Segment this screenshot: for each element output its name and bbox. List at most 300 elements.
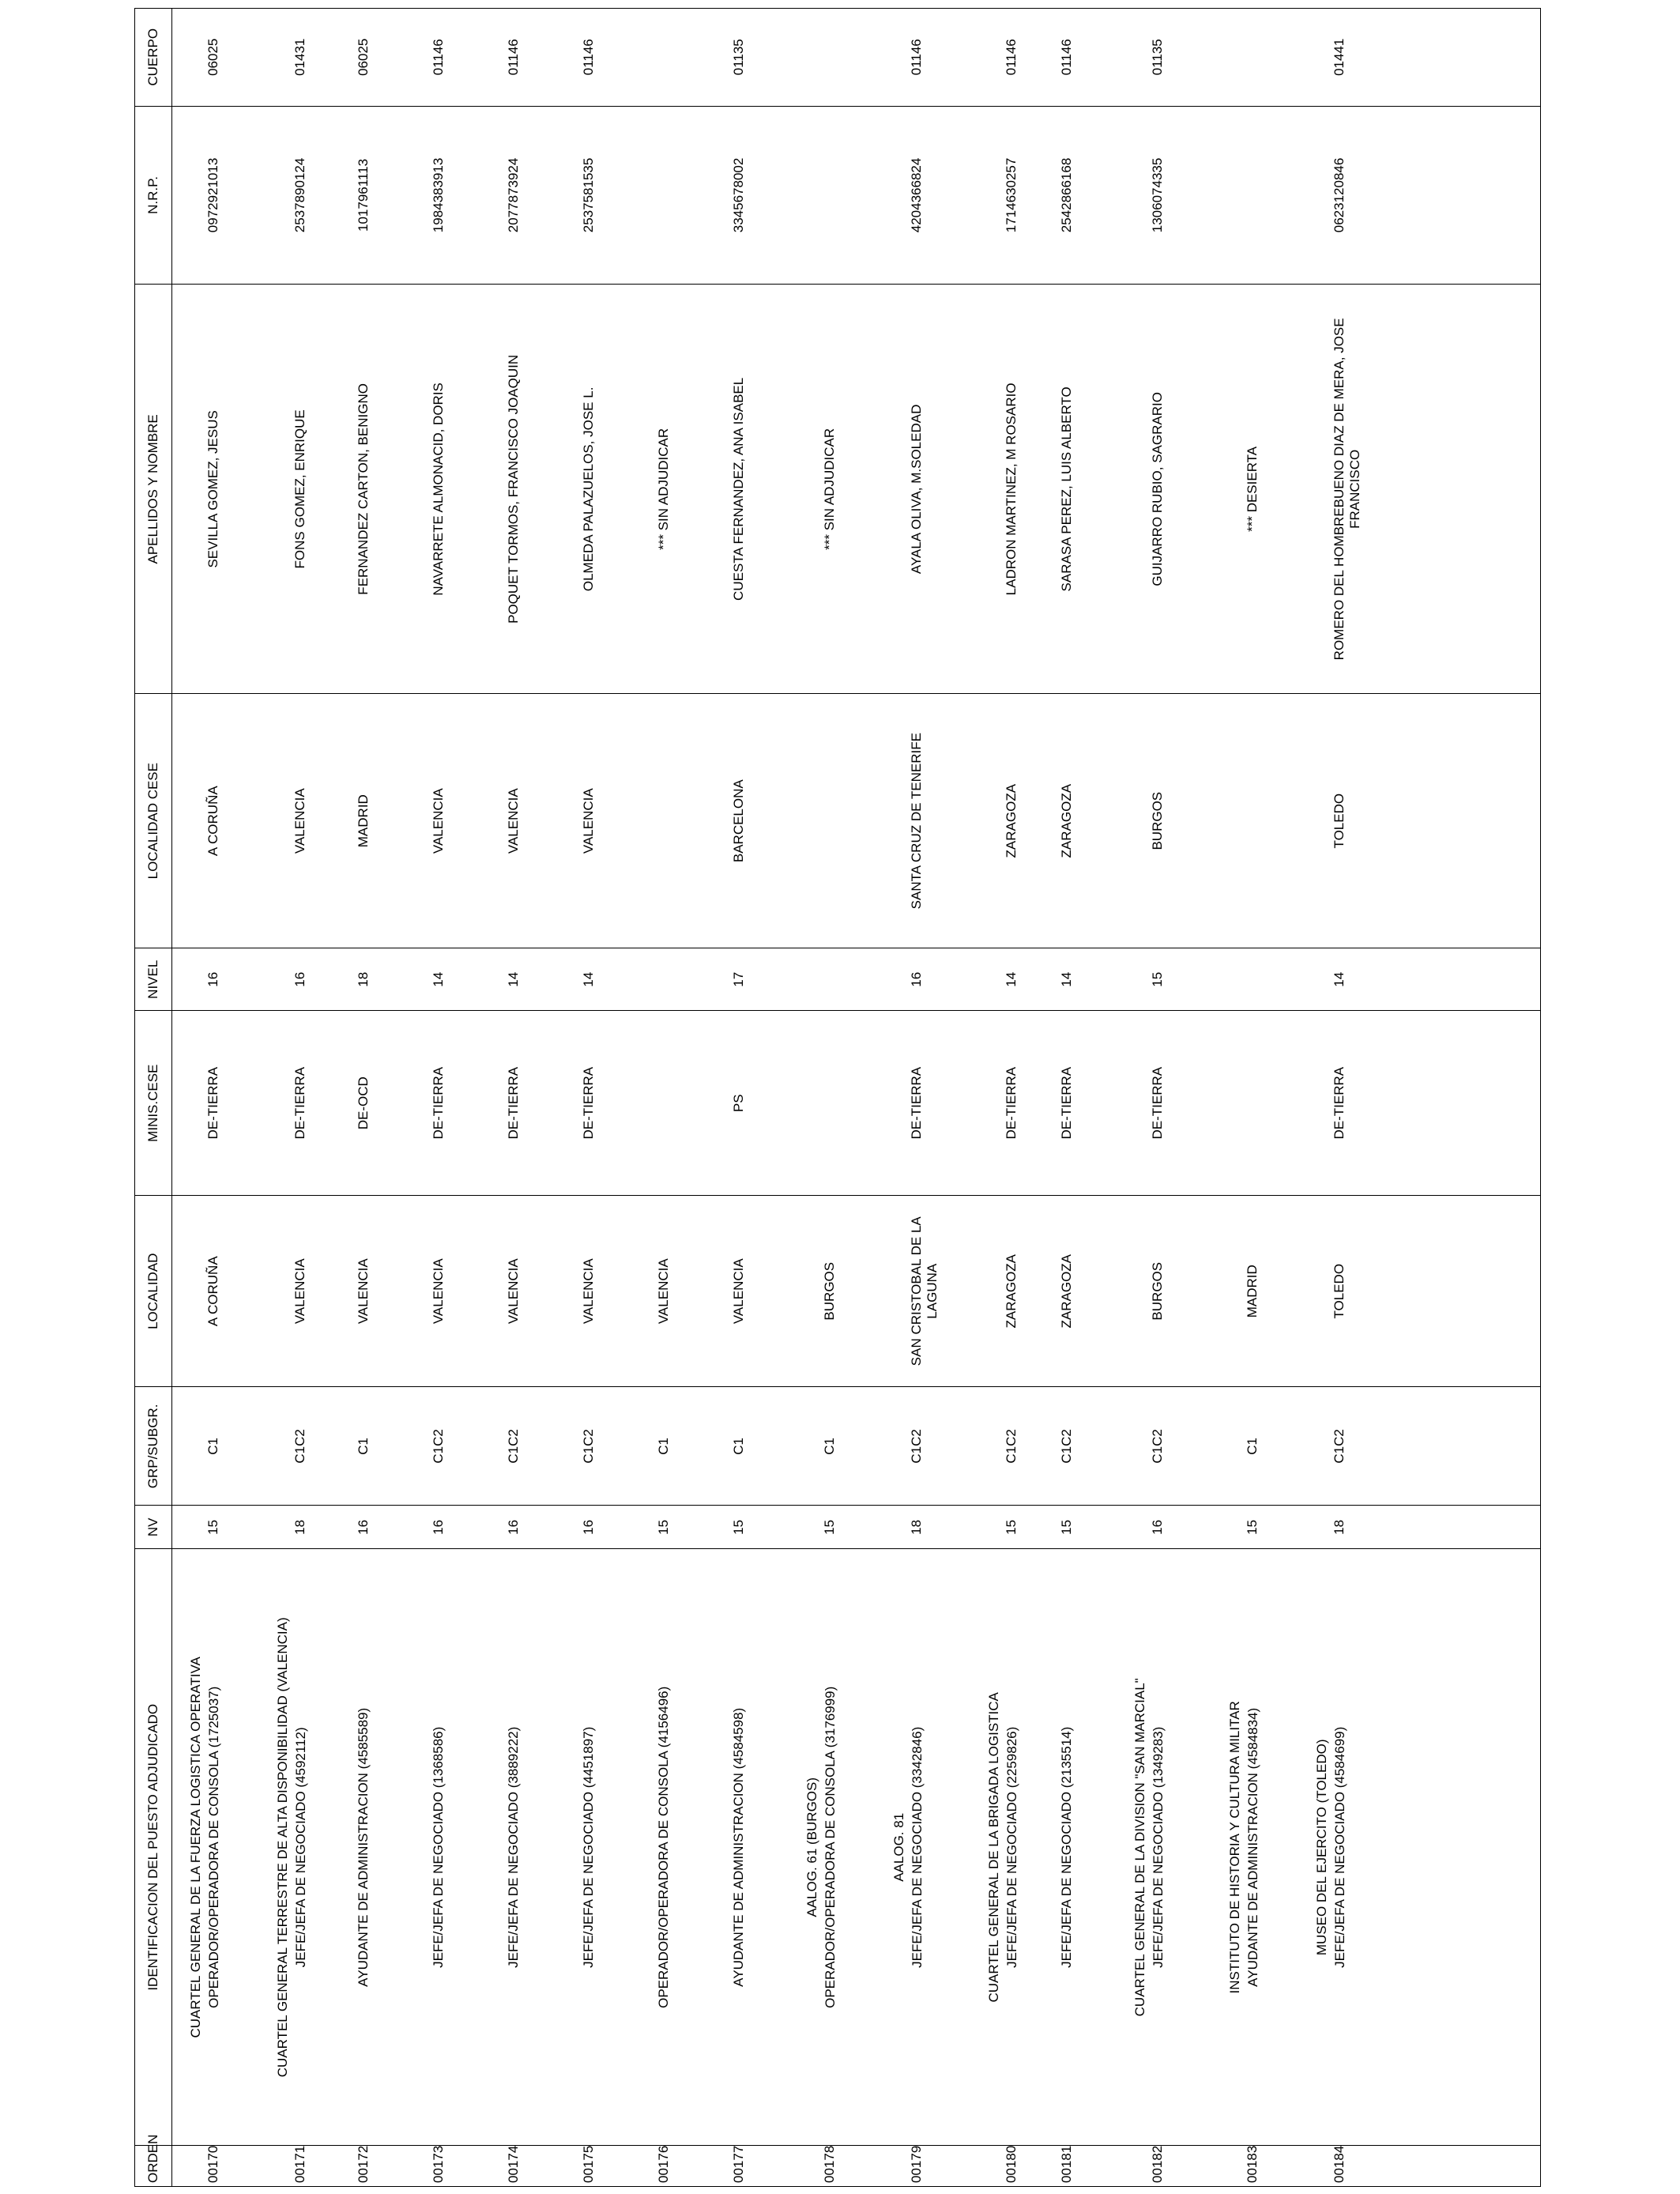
header-localidad: LOCALIDAD (135, 1196, 172, 1387)
minis-cese-value: DE-TIERRA (505, 1066, 521, 1140)
orden-value: 00174 (505, 2145, 521, 2183)
cell-nivel (714, 948, 789, 1011)
localidad-cese-value: MADRID (355, 794, 371, 848)
grp-value: C1 (730, 1438, 746, 1455)
cell-cuerpo (259, 9, 338, 107)
filler-cell (1385, 1387, 1541, 1506)
cell-nv (488, 1506, 563, 1549)
nrp-value: 0972921013 (205, 157, 220, 233)
grp-value: C1C2 (580, 1429, 596, 1464)
cell-nv (789, 1506, 876, 1549)
orden-value: 00173 (430, 2145, 446, 2183)
nivel-value: 14 (430, 971, 446, 987)
cell-localidad (338, 1196, 413, 1387)
cell-nrp (1117, 106, 1211, 285)
cell-nrp (259, 106, 338, 285)
puesto-text: OPERADOR/OPERADORA DE CONSOLA (4156496) (655, 1686, 671, 2008)
orden-value: 00170 (205, 2145, 220, 2183)
cell-nivel (1211, 948, 1298, 1011)
cell-localidad-cese (338, 694, 413, 948)
localidad-value: TOLEDO (1331, 1263, 1347, 1319)
cell-minis-cese (1042, 1011, 1117, 1196)
cell-nrp (563, 106, 638, 285)
localidad-cese-value: SANTA CRUZ DE TENERIFE (908, 733, 924, 910)
cell-apellidos-nombre (1042, 285, 1117, 694)
cell-localidad-cese (1211, 694, 1298, 948)
cell-localidad (714, 1196, 789, 1387)
nivel-value: 18 (355, 971, 371, 987)
localidad-value: MADRID (1244, 1265, 1260, 1318)
cell-localidad (970, 1196, 1042, 1387)
localidad-value: BURGOS (821, 1261, 837, 1321)
nv-value: 16 (430, 1519, 446, 1535)
cell-grp (1042, 1387, 1117, 1506)
cell-orden (638, 2146, 714, 2187)
cell-puesto (172, 1549, 259, 2146)
nivel-value: 14 (505, 971, 521, 987)
grp-value: C1C2 (1058, 1429, 1074, 1464)
grp-value: C1C2 (1331, 1429, 1347, 1464)
cell-puesto (1298, 1549, 1385, 2146)
grp-value: C1 (1244, 1438, 1260, 1455)
nv-value: 15 (821, 1519, 837, 1535)
cell-nv (338, 1506, 413, 1549)
cell-orden (876, 2146, 970, 2187)
cell-apellidos-nombre (172, 285, 259, 694)
nrp-value: 1017961113 (355, 158, 371, 232)
cell-nrp (172, 106, 259, 285)
cell-orden (970, 2146, 1042, 2187)
cell-orden (1211, 2146, 1298, 2187)
cell-localidad (413, 1196, 488, 1387)
cell-nrp (413, 106, 488, 285)
cell-orden (488, 2146, 563, 2187)
cell-orden (338, 2146, 413, 2187)
cell-nv (638, 1506, 714, 1549)
nv-value: 18 (908, 1519, 924, 1535)
cell-apellidos-nombre (563, 285, 638, 694)
cell-nrp (714, 106, 789, 285)
filler-cell (1385, 1549, 1541, 2146)
cell-nivel (1042, 948, 1117, 1011)
grp-value: C1 (655, 1438, 671, 1455)
localidad-cese-value: ZARAGOZA (1058, 783, 1074, 858)
cell-minis-cese (1298, 1011, 1385, 1196)
cell-grp (172, 1387, 259, 1506)
grp-value: C1C2 (1003, 1429, 1019, 1464)
cell-nv (1211, 1506, 1298, 1549)
cell-nrp (1042, 106, 1117, 285)
cell-nivel (1298, 948, 1385, 1011)
header-apellidos: APELLIDOS Y NOMBRE (135, 285, 172, 694)
cell-apellidos-nombre (1298, 285, 1385, 694)
cell-cuerpo (1298, 9, 1385, 107)
nivel-value: 15 (1149, 971, 1165, 987)
cell-grp (488, 1387, 563, 1506)
nv-value: 15 (655, 1519, 671, 1535)
orden-value: 00182 (1149, 2145, 1165, 2183)
grp-value: C1C2 (292, 1429, 307, 1464)
filler-cell (1385, 948, 1541, 1011)
cell-localidad (638, 1196, 714, 1387)
cell-nivel (338, 948, 413, 1011)
grp-value: C1C2 (1149, 1429, 1165, 1464)
nrp-value: 2537581535 (580, 157, 596, 233)
localidad-value: VALENCIA (580, 1258, 596, 1325)
nv-value: 16 (505, 1519, 521, 1535)
cell-apellidos-nombre (413, 285, 488, 694)
puesto-text: OPERADOR/OPERADORA DE CONSOLA (3176999) (822, 1686, 838, 2008)
cell-cuerpo (413, 9, 488, 107)
cell-nv (1298, 1506, 1385, 1549)
apellidos-nombre-value: POQUET TORMOS, FRANCISCO JOAQUIN (505, 354, 521, 624)
puesto-text: AYUDANTE DE ADMINISTRACION (4584834) (1245, 1707, 1260, 1987)
header-orden: ORDEN (135, 2146, 172, 2187)
cell-localidad-cese (563, 694, 638, 948)
cell-grp (876, 1387, 970, 1506)
orden-value: 00171 (292, 2145, 307, 2183)
filler-cell (1385, 2146, 1541, 2187)
cell-orden (259, 2146, 338, 2187)
localidad-cese-value: BARCELONA (730, 779, 746, 863)
cell-cuerpo (789, 9, 876, 107)
cell-nivel (413, 948, 488, 1011)
group-heading: CUARTEL GENERAL DE LA FUERZA LOGISTICA OPERATIVA (188, 1657, 203, 2038)
puesto-text: JEFE/JEFA DE NEGOCIADO (2259826) (1004, 1726, 1019, 1968)
cell-minis-cese (876, 1011, 970, 1196)
cell-orden (1042, 2146, 1117, 2187)
cell-puesto (488, 1549, 563, 2146)
cell-nivel (172, 948, 259, 1011)
nrp-value: 3345678002 (730, 157, 746, 233)
puesto-text: AYUDANTE DE ADMINISTRACION (4585589) (355, 1707, 371, 1987)
cell-localidad (172, 1196, 259, 1387)
cell-cuerpo (563, 9, 638, 107)
cuerpo-value: 01135 (1149, 39, 1165, 76)
apellidos-nombre-value: *** SIN ADJUDICAR (655, 428, 671, 550)
nrp-value: 2077873924 (505, 157, 521, 233)
cell-puesto (876, 1549, 970, 2146)
cell-nv (172, 1506, 259, 1549)
cell-grp (1298, 1387, 1385, 1506)
minis-cese-value: DE-OCD (355, 1076, 371, 1130)
cell-localidad-cese (413, 694, 488, 948)
header-nv: NV (135, 1506, 172, 1549)
cell-nrp (338, 106, 413, 285)
orden-value: 00181 (1058, 2145, 1074, 2183)
cell-nivel (488, 948, 563, 1011)
cell-apellidos-nombre (1211, 285, 1298, 694)
cuerpo-value: 01146 (1003, 39, 1019, 76)
nivel-value: 16 (908, 971, 924, 987)
puesto-text: AYUDANTE DE ADMINISTRACION (4584598) (730, 1707, 746, 1987)
header-identificacion: IDENTIFICACION DEL PUESTO ADJUDICADO (135, 1549, 172, 2146)
grp-value: C1C2 (908, 1429, 924, 1464)
cell-localidad (563, 1196, 638, 1387)
cell-grp (970, 1387, 1042, 1506)
cell-nivel (563, 948, 638, 1011)
grp-value: C1C2 (505, 1429, 521, 1464)
cell-nrp (488, 106, 563, 285)
grp-value: C1C2 (430, 1429, 446, 1464)
grp-value: C1 (821, 1438, 837, 1455)
filler-cell (1385, 285, 1541, 694)
group-heading: CUARTEL GENERAL TERRESTRE DE ALTA DISPONIBILIDAD (VALENCIA) (274, 1617, 290, 2078)
cuerpo-value: 01146 (1058, 39, 1074, 76)
nivel-value: 16 (292, 971, 307, 987)
localidad-cese-value: A CORUÑA (205, 786, 220, 857)
nivel-value: 16 (205, 971, 220, 987)
orden-value: 00184 (1331, 2145, 1347, 2183)
cell-localidad (1298, 1196, 1385, 1387)
table-row (714, 9, 789, 2187)
table-body (172, 9, 1541, 2187)
group-heading: AALOG. 61 (BURGOS) (804, 1777, 819, 1917)
table-row (338, 9, 413, 2187)
minis-cese-value: DE-TIERRA (1149, 1066, 1165, 1140)
cell-localidad-cese (1298, 694, 1385, 948)
cell-localidad-cese (1042, 694, 1117, 948)
cell-apellidos-nombre (259, 285, 338, 694)
cell-orden (1117, 2146, 1211, 2187)
cell-orden (714, 2146, 789, 2187)
cell-nv (259, 1506, 338, 1549)
filler-cell (1385, 9, 1541, 107)
puesto-text: JEFE/JEFA DE NEGOCIADO (2135514) (1058, 1726, 1074, 1968)
nrp-value: 1306074335 (1149, 157, 1165, 233)
puesto-text: JEFE/JEFA DE NEGOCIADO (3342846) (909, 1726, 925, 1968)
orden-value: 00183 (1244, 2145, 1260, 2183)
cell-minis-cese (338, 1011, 413, 1196)
cell-orden (1298, 2146, 1385, 2187)
cuerpo-value: 06025 (355, 38, 371, 76)
nrp-value: 1984383913 (430, 157, 446, 233)
cell-grp (413, 1387, 488, 1506)
cuerpo-value: 01441 (1331, 38, 1347, 76)
cuerpo-value: 01146 (505, 39, 521, 76)
table-row (488, 9, 563, 2187)
cell-minis-cese (259, 1011, 338, 1196)
cell-grp (789, 1387, 876, 1506)
cell-grp (259, 1387, 338, 1506)
cell-nv (876, 1506, 970, 1549)
nv-value: 15 (1003, 1519, 1019, 1535)
orden-value: 00180 (1003, 2145, 1019, 2183)
apellidos-nombre-value: SEVILLA GOMEZ, JESUS (205, 410, 220, 568)
apellidos-nombre-value: FONS GOMEZ, ENRIQUE (292, 409, 307, 569)
cell-nv (1042, 1506, 1117, 1549)
table-row (172, 9, 259, 2187)
cell-puesto (563, 1549, 638, 2146)
table-row (638, 9, 714, 2187)
cell-grp (563, 1387, 638, 1506)
cell-localidad (789, 1196, 876, 1387)
header-cuerpo: CUERPO (135, 9, 172, 107)
nv-value: 15 (730, 1519, 746, 1535)
localidad-cese-value: BURGOS (1149, 791, 1165, 850)
cell-minis-cese (488, 1011, 563, 1196)
apellidos-nombre-value: OLMEDA PALAZUELOS, JOSE L. (580, 386, 596, 592)
cell-apellidos-nombre (789, 285, 876, 694)
cuerpo-value: 06025 (205, 38, 220, 76)
localidad-value: SAN CRISTOBAL DE LA LAGUNA (908, 1216, 940, 1367)
cell-minis-cese (563, 1011, 638, 1196)
cell-localidad (1211, 1196, 1298, 1387)
minis-cese-value: DE-TIERRA (430, 1066, 446, 1140)
cell-localidad-cese (714, 694, 789, 948)
localidad-cese-value: VALENCIA (292, 788, 307, 854)
filler-cell (1385, 694, 1541, 948)
table-row (1298, 9, 1385, 2187)
cell-localidad-cese (876, 694, 970, 948)
nv-value: 16 (355, 1519, 371, 1535)
cell-nrp (1298, 106, 1385, 285)
orden-value: 00176 (655, 2145, 671, 2183)
table-row (1211, 9, 1298, 2187)
cell-localidad-cese (970, 694, 1042, 948)
localidad-value: VALENCIA (355, 1258, 371, 1325)
cell-minis-cese (413, 1011, 488, 1196)
nv-value: 16 (580, 1519, 596, 1535)
nivel-value: 14 (1331, 971, 1347, 987)
cell-apellidos-nombre (1117, 285, 1211, 694)
cell-grp (338, 1387, 413, 1506)
localidad-value: BURGOS (1149, 1261, 1165, 1321)
cell-localidad (876, 1196, 970, 1387)
cell-grp (638, 1387, 714, 1506)
nv-value: 18 (292, 1519, 307, 1535)
cuerpo-value: 01431 (292, 38, 307, 76)
table-row (876, 9, 970, 2187)
cell-nv (563, 1506, 638, 1549)
nivel-value: 17 (730, 971, 746, 987)
nrp-value: 4204366824 (908, 157, 924, 233)
minis-cese-value: DE-TIERRA (1003, 1066, 1019, 1140)
cell-localidad (488, 1196, 563, 1387)
localidad-value: A CORUÑA (205, 1256, 220, 1327)
cell-minis-cese (638, 1011, 714, 1196)
cell-nivel (638, 948, 714, 1011)
cell-nivel (789, 948, 876, 1011)
cell-cuerpo (1042, 9, 1117, 107)
orden-value: 00178 (821, 2145, 837, 2183)
cell-apellidos-nombre (338, 285, 413, 694)
localidad-value: ZARAGOZA (1058, 1253, 1074, 1329)
cell-puesto (1211, 1549, 1298, 2146)
cell-puesto (338, 1549, 413, 2146)
group-heading: MUSEO DEL EJERCITO (TOLEDO) (1313, 1739, 1329, 1956)
localidad-cese-value: ZARAGOZA (1003, 783, 1019, 858)
localidad-value: VALENCIA (730, 1258, 746, 1325)
table-row (413, 9, 488, 2187)
minis-cese-value: DE-TIERRA (1331, 1066, 1347, 1140)
cell-cuerpo (876, 9, 970, 107)
cell-grp (1211, 1387, 1298, 1506)
cell-apellidos-nombre (714, 285, 789, 694)
puesto-text: JEFE/JEFA DE NEGOCIADO (4451897) (580, 1726, 596, 1968)
apellidos-nombre-value: FERNANDEZ CARTON, BENIGNO (355, 383, 371, 595)
cell-apellidos-nombre (638, 285, 714, 694)
header-grp: GRP/SUBGR. (135, 1387, 172, 1506)
apellidos-nombre-value: ROMERO DEL HOMBREBUENO DIAZ DE MERA, JOSE FRANCISCO (1331, 318, 1362, 661)
rotated-table-container (134, 8, 1541, 2187)
filler-row (1385, 9, 1541, 2187)
localidad-value: ZARAGOZA (1003, 1253, 1019, 1329)
localidad-cese-value: TOLEDO (1331, 793, 1347, 849)
cell-puesto (259, 1549, 338, 2146)
puesto-text: OPERADOR/OPERADORA DE CONSOLA (1725037) (206, 1686, 221, 2008)
minis-cese-value: DE-TIERRA (580, 1066, 596, 1140)
localidad-cese-value: VALENCIA (580, 788, 596, 854)
cell-minis-cese (714, 1011, 789, 1196)
cell-puesto (714, 1549, 789, 2146)
cuerpo-value: 01146 (908, 39, 924, 76)
localidad-cese-value: VALENCIA (430, 788, 446, 854)
grp-value: C1 (355, 1438, 371, 1455)
minis-cese-value: DE-TIERRA (205, 1066, 220, 1140)
filler-cell (1385, 1506, 1541, 1549)
cell-cuerpo (172, 9, 259, 107)
apellidos-nombre-value: NAVARRETE ALMONACID, DORIS (430, 383, 446, 596)
apellidos-nombre-value: LADRON MARTINEZ, M ROSARIO (1003, 383, 1019, 596)
nv-value: 15 (1058, 1519, 1074, 1535)
cell-localidad-cese (488, 694, 563, 948)
nv-value: 18 (1331, 1519, 1347, 1535)
cell-apellidos-nombre (488, 285, 563, 694)
table-row (1117, 9, 1211, 2187)
cell-nv (970, 1506, 1042, 1549)
cell-localidad (1042, 1196, 1117, 1387)
cell-localidad-cese (789, 694, 876, 948)
orden-value: 00172 (355, 2145, 371, 2183)
table-row (970, 9, 1042, 2187)
group-heading: AALOG. 81 (891, 1812, 906, 1882)
cell-cuerpo (970, 9, 1042, 107)
nv-value: 15 (205, 1519, 220, 1535)
orden-value: 00177 (730, 2145, 746, 2183)
filler-cell (1385, 1196, 1541, 1387)
cell-nivel (259, 948, 338, 1011)
cell-nivel (970, 948, 1042, 1011)
cell-puesto (638, 1549, 714, 2146)
localidad-value: VALENCIA (655, 1258, 671, 1325)
nrp-value: 0623120846 (1331, 157, 1347, 233)
table-row (789, 9, 876, 2187)
cell-localidad-cese (638, 694, 714, 948)
nrp-value: 2542866168 (1058, 157, 1074, 233)
cell-nv (714, 1506, 789, 1549)
minis-cese-value: PS (730, 1094, 746, 1113)
minis-cese-value: DE-TIERRA (908, 1066, 924, 1140)
header-localidad-cese: LOCALIDAD CESE (135, 694, 172, 948)
table-row (563, 9, 638, 2187)
minis-cese-value: DE-TIERRA (1058, 1066, 1074, 1140)
apellidos-nombre-value: AYALA OLIVA, M.SOLEDAD (908, 404, 924, 575)
nv-value: 16 (1149, 1519, 1165, 1535)
header-nivel: NIVEL (135, 948, 172, 1011)
cell-cuerpo (1117, 9, 1211, 107)
cell-orden (413, 2146, 488, 2187)
cell-nrp (970, 106, 1042, 285)
puesto-text: JEFE/JEFA DE NEGOCIADO (1368586) (430, 1726, 446, 1968)
cell-nv (413, 1506, 488, 1549)
localidad-value: VALENCIA (430, 1258, 446, 1325)
cell-puesto (1042, 1549, 1117, 2146)
localidad-cese-value: VALENCIA (505, 788, 521, 854)
cuerpo-value: 01146 (430, 39, 446, 76)
filler-cell (1385, 106, 1541, 285)
cell-cuerpo (338, 9, 413, 107)
